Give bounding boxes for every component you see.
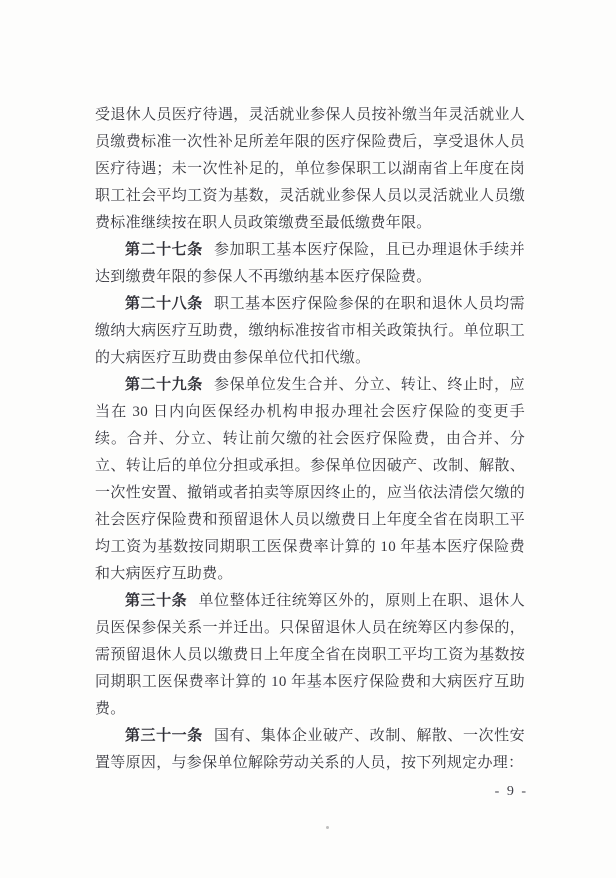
paragraph-text: 职工基本医疗保险参保的在职和退休人员均需缴纳大病医疗互助费，缴纳标准按省市相关政策执行。单位职工的大病医疗互助费由参保单位代扣代缴。 [95,296,525,366]
article-heading: 第二十八条 [125,296,203,312]
paragraph-text: 受退休人员医疗待遇，灵活就业参保人员按补缴当年灵活就业人员缴费标准一次性补足所差年限的医疗保险费后，享受退休人员医疗待遇；未一次性补足的，单位参保职工以湖南省上年度在岗职工社会平均工资为基数，灵活就业参保人员以灵活就业人员缴费标准继续按在职人员政策缴费至最低缴费年限。 [95,107,525,231]
paragraph-article-28 [95,291,525,372]
paragraph-text: 参加职工基本医疗保险，且已办理退休手续并达到缴费年限的参保人不再缴纳基本医疗保险费。 [95,242,525,285]
article-heading: 第二十七条 [125,242,203,258]
paragraph-text: 参保单位发生合并、分立、转让、终止时，应当在 30 日内向医保经办机构申报办理社会医疗保险的变更手续。合并、分立、转让前欠缴的社会医疗保险费，由合并、分立、转让后的单位分担或承担。参保单位因破产、改制、解散、一次性安置、撤销或者拍卖等原因终止的，应当依法清偿欠缴的社会医疗保险费和预留退休人员以缴费日上年度全省在岗职工平均工资为基数按同期职工医保费率计算的 10 年基本医疗保险费和大病医疗互助费。 [95,377,525,582]
page-number: - 9 - [494,784,528,799]
article-heading: 第二十九条 [125,377,203,393]
scan-speck [326,826,329,829]
paragraph-continuation [95,102,525,237]
paragraph-article-31 [95,723,525,777]
paragraph-text: 单位整体迁往统筹区外的，原则上在职、退休人员医保参保关系一并迁出。只保留退休人员在统筹区内参保的，需预留退休人员以缴费日上年度全省在岗职工平均工资为基数按同期职工医保费率计算的 10 年基本医疗保险费和大病医疗互助费。 [95,593,525,717]
document-body [95,102,525,777]
paragraph-article-30 [95,588,525,723]
paragraph-article-27 [95,237,525,291]
paragraph-article-29 [95,372,525,588]
article-heading: 第三十条 [125,593,188,609]
paragraph-text: 国有、集体企业破产、改制、解散、一次性安置等原因，与参保单位解除劳动关系的人员，按下列规定办理： [95,728,525,771]
article-heading: 第三十一条 [125,728,203,744]
